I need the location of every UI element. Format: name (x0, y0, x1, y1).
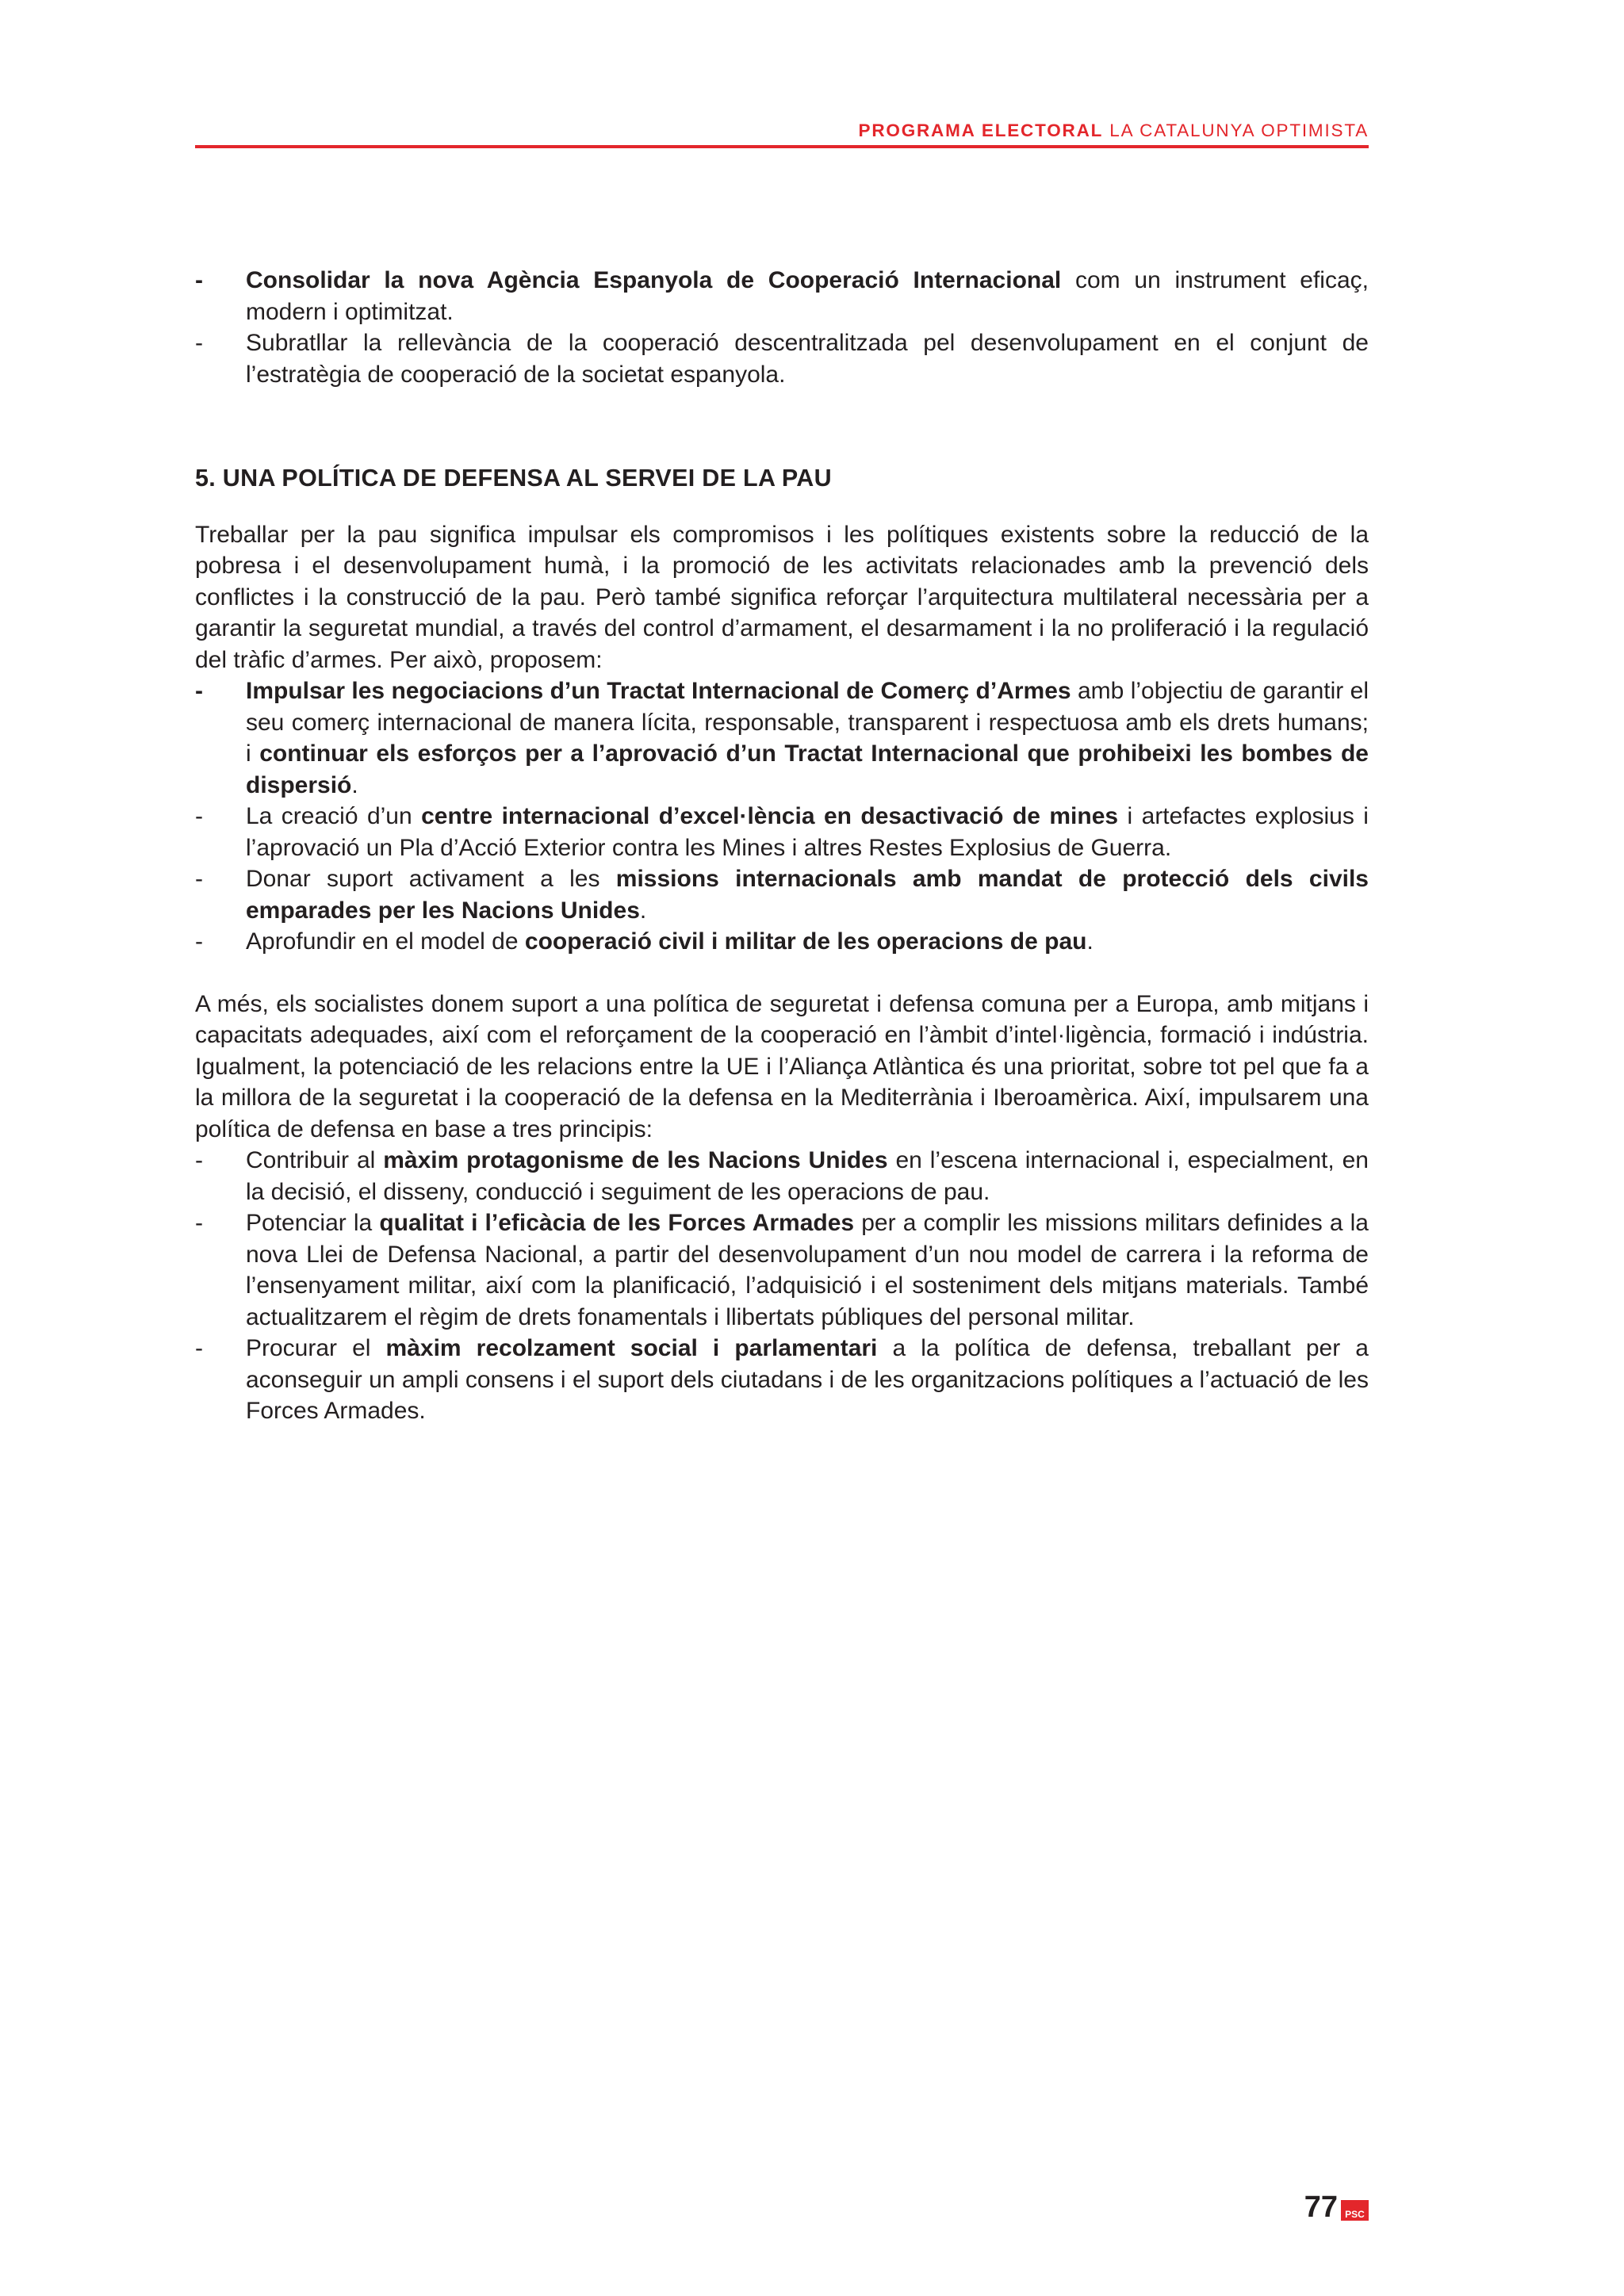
page-footer (1304, 2192, 1369, 2222)
list-item (195, 1207, 1369, 1333)
bold-text: Consolidar la nova Agència Espanyola de Cooperació Internacional (246, 267, 1062, 293)
section-title: 5. UNA POLÍTICA DE DEFENSA AL SERVEI DE LA PAU (195, 465, 832, 492)
bold-text: qualitat i l’eficàcia de les Forces Armades (379, 1210, 855, 1236)
list-item (195, 801, 1369, 863)
text: Subratllar la rellevància de la cooperació descentralitzada pel desenvolupament en el conjunt de l’estratègia de cooperació de la societat espanyola. (246, 330, 1369, 388)
intro-paragraph: Treballar per la pau significa impulsar els compromisos i les polítiques existents sobre la reducció de la pobresa i el desenvolupament humà, i la promoció de les activitats relacionades amb la prevenció dels conflictes i la construcció de la pau. Però també significa reforçar l’arquitectura multilateral necessària per a garantir la seguretat mundial, a través del control d’armament, el desarmament i la no proliferació i la regulació del tràfic d’armes. Per això, proposem: (195, 521, 1369, 673)
text: . (639, 897, 647, 924)
psc-logo-badge: PSC (1341, 2200, 1369, 2221)
text: . (1086, 928, 1094, 955)
list-item (195, 863, 1369, 926)
text: i artefactes explosius i l’aprovació un Pla d’Acció Exterior contra les Mines i altres Restes Explosius de Guerra. (246, 803, 1369, 861)
bullet-dash: - (195, 1147, 203, 1173)
document-body (195, 265, 1369, 1427)
bold-text: continuar els esforços per a l’aprovació d’un Tractat Internacional que prohibeixi les bombes de dispersió (246, 740, 1369, 798)
list-item (195, 327, 1369, 390)
text: Potenciar la (246, 1210, 380, 1236)
bold-text: cooperació civil i militar de les operacions de pau (524, 928, 1087, 955)
page-number: 77 (1304, 2191, 1338, 2224)
text: amb l’objectiu de garantir el seu comerç internacional de manera lícita, responsable, transparent i respectuosa amb els drets humans; i (246, 678, 1369, 767)
text: a la política de defensa, treballant per a aconseguir un ampli consens i el suport dels ciutadans i de les organitzacions polítiques a l’actuació de les Forces Armades. (246, 1335, 1369, 1424)
bullet-dash: - (195, 678, 203, 704)
header-divider (195, 145, 1369, 148)
list-item (195, 265, 1369, 327)
text: per a complir les missions militars definides a la nova Llei de Defensa Nacional, a partir del desenvolupament d’un nou model de carrera i la reforma de l’ensenyament militar, així com la planificació, l’adquisició i el sosteniment dels mitjans materials. També actualitzarem el règim de drets fonamentals i llibertats públiques del personal militar. (246, 1210, 1369, 1330)
text: Aprofundir en el model de (246, 928, 525, 955)
defense-principles-list (195, 1145, 1369, 1427)
text: . (351, 771, 358, 798)
bullet-dash: - (195, 1210, 203, 1236)
peace-measures-list (195, 675, 1369, 958)
text: Contribuir al (246, 1147, 384, 1173)
list-item (195, 675, 1369, 801)
bullet-dash: - (195, 928, 203, 955)
bold-text: màxim recolzament social i parlamentari (385, 1335, 878, 1361)
bold-text: màxim protagonisme de les Nacions Unides (383, 1147, 888, 1173)
cooperation-bullet-list (195, 265, 1369, 390)
list-item (195, 1145, 1369, 1207)
bullet-dash: - (195, 330, 203, 356)
list-item (195, 926, 1369, 958)
bold-text: centre internacional d’excel·lència en desactivació de mines (421, 803, 1119, 829)
header-title-bold: PROGRAMA ELECTORAL (858, 121, 1104, 140)
bullet-dash: - (195, 1335, 203, 1361)
bold-text: missions internacionals amb mandat de protecció dels civils emparades per les Nacions Unides (246, 866, 1369, 924)
text: en l’escena internacional i, especialment, en la decisió, el disseny, conducció i seguiment de les operacions de pau. (246, 1147, 1369, 1205)
bullet-dash: - (195, 267, 203, 293)
running-header (859, 121, 1369, 141)
bullet-dash: - (195, 803, 203, 829)
text: com un instrument eficaç, modern i optimitzat. (246, 267, 1369, 325)
defense-policy-paragraph: A més, els socialistes donem suport a una política de seguretat i defensa comuna per a Europa, amb mitjans i capacitats adequades, així com el reforçament de la cooperació en l’àmbit d’intel·ligència, formació i indústria. Igualment, la potenciació de les relacions entre la UE i l’Aliança Atlàntica és una prioritat, sobre tot pel que fa a la millora de la seguretat i la cooperació de la defensa en la Mediterrània i Iberoamèrica. Així, impulsarem una política de defensa en base a tres principis: (195, 990, 1369, 1142)
text: La creació d’un (246, 803, 422, 829)
bullet-dash: - (195, 866, 203, 892)
text: Donar suport activament a les (246, 866, 616, 892)
text: Procurar el (246, 1335, 386, 1361)
list-item (195, 1333, 1369, 1427)
bold-text: Impulsar les negociacions d’un Tractat Internacional de Comerç d’Armes (246, 678, 1071, 704)
header-title-rest: LA CATALUNYA OPTIMISTA (1109, 121, 1369, 140)
